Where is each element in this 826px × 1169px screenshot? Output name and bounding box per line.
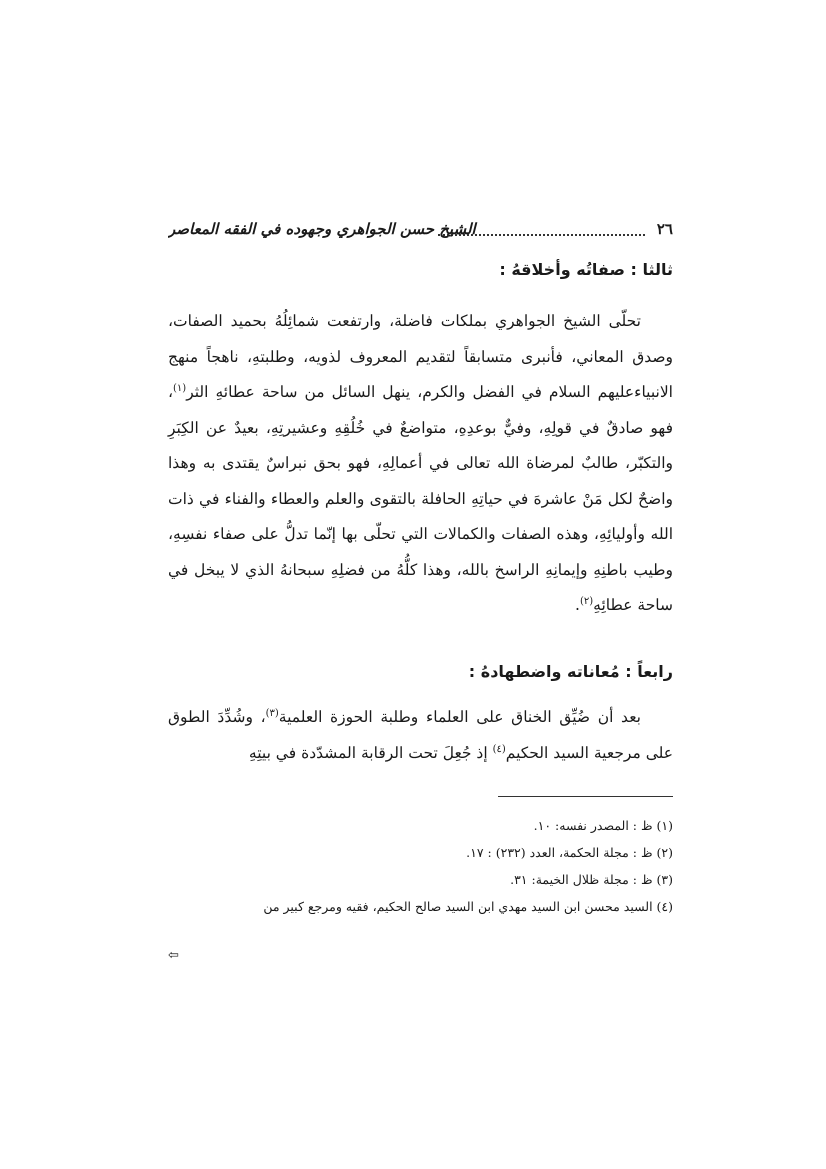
footnote-ref-1[interactable]: (١)	[173, 382, 187, 394]
paragraph-text: تحلّى الشيخ الجواهري بملكات فاضلة، وارتفعت شمائِلُهُ بحميد الصفات، وصدق المعاني، فأنبرى متسابقاً لتقديم المعروف لذويه، وطلبتهِ، ناهجاً منهج الانبياءعليهم السلام في الفضل والكرم، ينهل السائل من ساحة عطائهِ الثر	[168, 312, 673, 401]
paragraph-text: بعد أن ضُيِّق الخناق على العلماء وطلبة الحوزة العلمية	[278, 708, 641, 726]
footnotes	[168, 812, 673, 920]
footnote-2: (٢) ظ : مجلة الحكمة، العدد (٢٣٢) : ١٧.	[466, 845, 673, 860]
footnote-4: (٤) السيد محسن ابن السيد مهدي ابن السيد صالح الحكيم، فقيه ومرجع كبير من	[263, 899, 673, 914]
book-page	[168, 200, 673, 963]
section-heading-suffering: رابعاً : مُعاناته واضطهادهُ :	[468, 662, 673, 681]
book-title: الشيخ حسن الجواهري وجهوده في الفقه المعاصر	[168, 220, 476, 238]
footnote-1: (١) ظ : المصدر نفسه: ١٠.	[533, 818, 673, 833]
running-header	[168, 220, 673, 244]
footnote-3: (٣) ظ : مجلة ظلال الخيمة: ٣١.	[510, 872, 673, 887]
page-number: ٢٦	[656, 220, 673, 238]
paragraph-text: ، وشُدِّدَ الطوق على مرجعية السيد الحكيم	[168, 708, 673, 762]
footnote-ref-3[interactable]: (٣)	[265, 707, 279, 719]
paragraph-suffering	[168, 700, 673, 771]
continue-arrow-icon: ⇦	[168, 948, 179, 963]
footnote-ref-4[interactable]: (٤)	[492, 743, 506, 755]
paragraph-text: إذ جُعِلَ تحت الرقابة المشدّدة في بيتِهِ	[248, 743, 493, 762]
paragraph-text: .	[575, 596, 580, 614]
paragraph-text: ، فهو صادقٌ في قولِهِ، وفيٌّ بوعدِهِ، متواضعٌ في خُلُقِهِ وعشيرتِهِ، بعيدٌ عن الكِبَرِ والتكبّر، طالبٌ لمرضاة الله تعالى في أعمالِهِ، فهو بحق نبراسٌ يقتدى به وهذا واضحٌ لكل مَنْ عاشرهَ في حياتِهِ الحافلة بالتقوى والعلم والعطاء والفناء في ذات الله وأوليائِهِ، وهذه الصفات والكمالات التي تحلّى بها إنّما تدلُّ على صفاء نفسِهِ، وطيب باطنِهِ وإيمانِهِ الراسخ بالله، وهذا كلُّهُ من فضلِهِ سبحانهُ الذي لا يبخل في ساحة عطائِهِ	[168, 383, 673, 614]
paragraph-character	[168, 304, 673, 624]
footnote-ref-2[interactable]: (٢)	[579, 595, 594, 607]
footnote-divider	[498, 796, 673, 797]
section-heading-character: ثالثا : صفاتُه وأخلاقهُ :	[499, 260, 673, 279]
